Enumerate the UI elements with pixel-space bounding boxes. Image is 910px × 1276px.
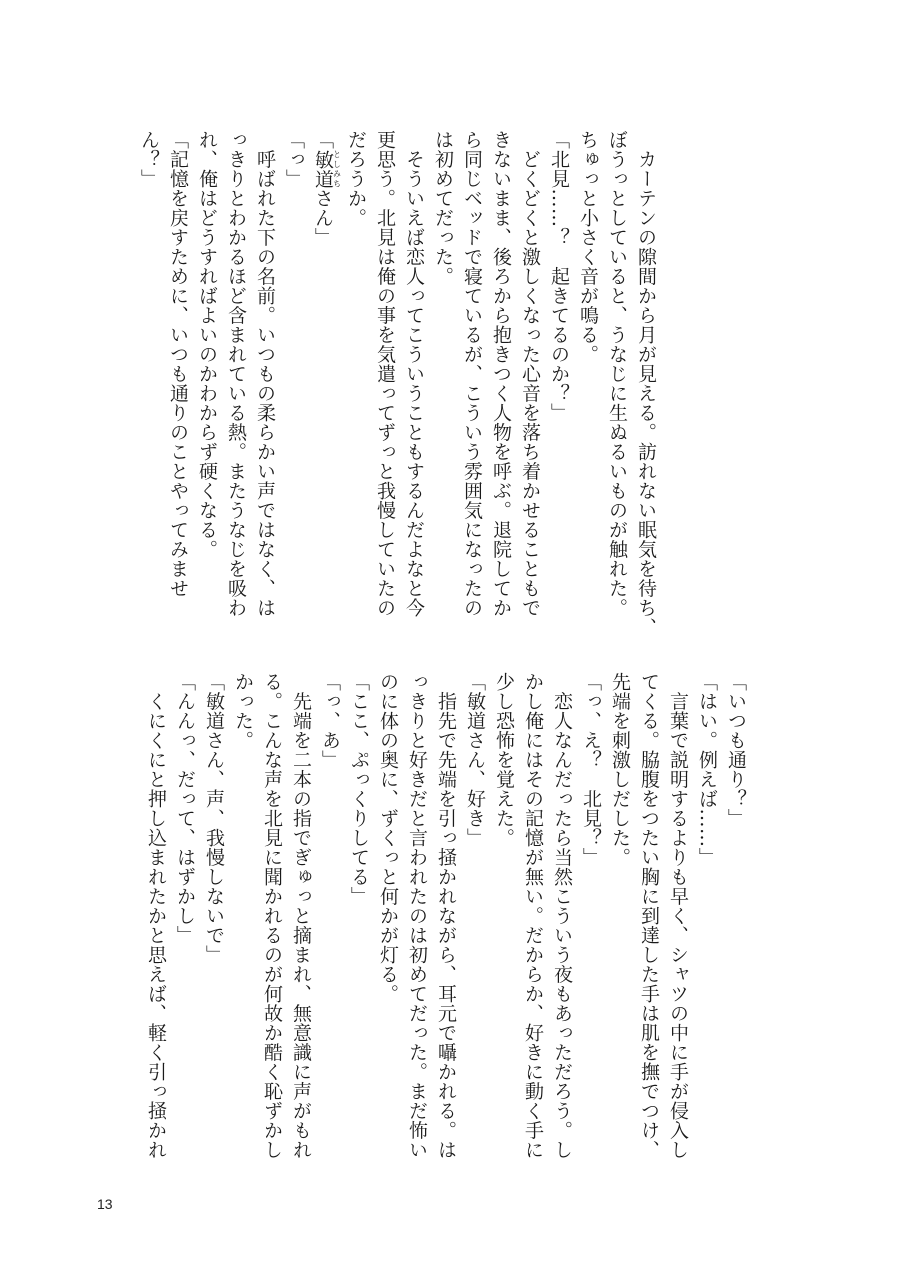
text-line: 先端を刺激しだした。: [609, 672, 631, 867]
text-line: ちゅっと小さく音が鳴る。: [577, 130, 599, 364]
text-line: れ、俺はどうすればよいのかわからず硬くなる。: [196, 130, 218, 559]
text-line: そういえば恋人ってこういうこともするんだよなと今: [403, 130, 425, 618]
text-line: 「っ、え？ 北見？」: [580, 672, 602, 867]
text-line: 「北見……？ 起きてるのか？」: [548, 130, 570, 423]
text-line: 「いつも通り？」: [725, 672, 747, 828]
text-line: 「んんっ、だって、はずかし」: [174, 672, 196, 945]
text-line: 言葉で説明するよりも早く、シャツの中に手が侵入し: [667, 672, 689, 1160]
text-line: 「敏道としみちさん」: [312, 130, 342, 247]
ruby-reading: としみち: [332, 149, 342, 189]
text-line: 「ここ、ぷっくりしてる」: [348, 672, 370, 906]
text-line: 指先で先端を引っ掻かれながら、耳元で囁かれる。は: [435, 672, 457, 1160]
text-line: 「っ」: [283, 130, 305, 189]
text-line: ん？」: [138, 130, 160, 189]
text-line: だろうか。: [345, 130, 367, 228]
text-line: 先端を二本の指でぎゅっと摘まれ、無意識に声がもれ: [290, 672, 312, 1160]
text-block-top: [110, 130, 660, 637]
text-line: カーテンの隙間から月が見える。訪れない眠気を待ち、: [635, 130, 657, 637]
text-line: くにくにと押し込まれたかと思えば、軽く引っ掻かれ: [145, 672, 167, 1160]
text-line: る。こんな声を北見に聞かれるのが何故か酷く恥ずかし: [261, 672, 283, 1160]
text-line: てくる。脇腹をつたい胸に到達した手は肌を撫でつけ、: [638, 672, 660, 1160]
text-line: っきりとわかるほど含まれている熱。またうなじを吸わ: [225, 130, 247, 618]
text-line: きないまま、後ろから抱きつく人物を呼ぶ。退院してか: [490, 130, 512, 618]
text-line: かし俺にはその記憶が無い。だからか、好きに動く手に: [522, 672, 544, 1160]
text-line: ら同じベッドで寝ているが、こういう雰囲気になったの: [461, 130, 483, 618]
text-line: 少し恐怖を覚えた。: [493, 672, 515, 848]
text-line: 「っ、あ」: [319, 672, 341, 770]
text-line: 「記憶を戻すために、いつも通りのことやってみませ: [167, 130, 189, 598]
text-line: のに体の奥に、ずくっと何かが灯る。: [377, 672, 399, 1004]
ruby-annotation: 敏道としみち: [312, 149, 342, 189]
text-line: 「敏道さん、声、我慢しないで」: [203, 672, 225, 965]
text-line: っきりと好きだと言われたのは初めてだった。まだ怖い: [406, 672, 428, 1160]
text-line: 恋人なんだったら当然こういう夜もあっただろう。し: [551, 672, 573, 1160]
text-line: 「敏道さん、好き」: [464, 672, 486, 848]
text-line: 更思う。北見は俺の事を気遣ってずっと我慢していたの: [374, 130, 396, 618]
text-line: かった。: [232, 672, 254, 750]
text-line: ぼうっとしていると、うなじに生ぬるいものが触れた。: [606, 130, 628, 618]
text-line: どくどくと激しくなった心音を落ち着かせることもで: [519, 130, 541, 618]
text-block-bottom: [110, 672, 750, 1172]
page-number: 13: [97, 1196, 113, 1212]
text-line: 呼ばれた下の名前。いつもの柔らかい声ではなく、は: [254, 130, 276, 618]
text-line: は初めてだった。: [432, 130, 454, 286]
text-line: 「はい。例えば……」: [696, 672, 718, 867]
